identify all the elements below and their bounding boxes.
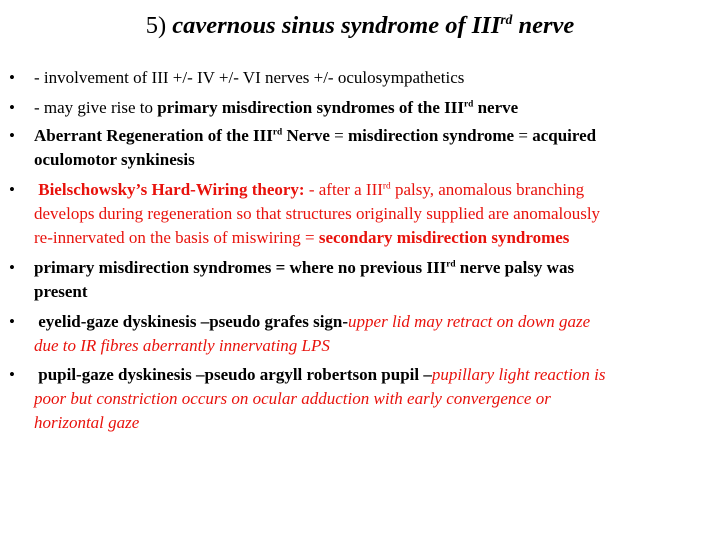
bullet-5-line-1 <box>34 256 712 280</box>
bullet-4-text1-tail: palsy, anomalous branching <box>390 180 585 199</box>
bullet-3-bold1: Aberrant Regeneration of the III <box>34 126 273 145</box>
bullet-item-7 <box>9 363 712 435</box>
bullet-item-2 <box>9 96 712 120</box>
bullet-dot: • <box>9 258 15 277</box>
bullet-6-bold: eyelid-gaze dyskinesis –pseudo grafes sign- <box>38 312 349 331</box>
bullet-3-line-2: oculomotor synkinesis <box>34 150 195 169</box>
bullet-7-bold: pupil-gaze dyskinesis –pseudo argyll robertson pupil – <box>38 365 432 384</box>
bullet-6-line-1 <box>34 310 712 334</box>
bullet-4-sup: rd <box>382 181 391 192</box>
bullet-dot: • <box>9 180 15 199</box>
bullet-3-sup: rd <box>272 127 283 138</box>
bullet-dot: • <box>9 126 15 145</box>
bullet-4-line-3 <box>34 226 712 250</box>
bullet-4-bold: Bielschowsky’s Hard-Wiring theory: <box>38 180 305 199</box>
bullet-dot: • <box>9 312 15 331</box>
bullet-6-italic: upper lid may retract on down gaze <box>348 312 591 331</box>
bullet-3-line-1 <box>34 124 712 148</box>
bullet-2-bold: primary misdirection syndromes of the III <box>157 98 464 117</box>
bullet-4-line-1 <box>34 178 712 202</box>
title-main-text: cavernous sinus syndrome of III <box>172 12 501 39</box>
bullet-7-line-1 <box>34 363 712 387</box>
title-number: 5) <box>145 12 173 39</box>
bullet-2-pre: - may give rise to <box>34 98 158 117</box>
bullet-5-sup: rd <box>446 259 456 270</box>
bullet-3-bold2: misdirection syndrome <box>348 126 519 145</box>
bullet-3-eq1: = <box>334 126 349 145</box>
bullet-4-text1: - after a III <box>304 180 383 199</box>
bullet-1-text: - involvement of III +/- IV +/- VI nerves +/- oculosympathetics <box>34 68 465 87</box>
bullet-item-6 <box>9 310 712 358</box>
bullet-7-line-3: horizontal gaze <box>34 413 140 432</box>
bullet-dot: • <box>9 365 15 384</box>
bullet-5-line-2: present <box>34 282 88 301</box>
bullet-dot: • <box>9 98 15 117</box>
bullet-3-bold3: acquired <box>532 126 597 145</box>
bullet-4-line-3-text: re-innervated on the basis of miswiring = <box>34 228 319 247</box>
bullet-item-4 <box>9 178 712 250</box>
title-main <box>172 12 574 39</box>
bullet-3-eq2: = <box>518 126 533 145</box>
bullet-6-line-2: due to IR fibres aberrantly innervating LPS <box>34 336 330 355</box>
bullet-dot: • <box>9 68 15 87</box>
bullet-5-bold-tail: nerve palsy was <box>455 258 575 277</box>
bullet-3-bold1-tail: Nerve <box>282 126 335 145</box>
bullet-7-italic: pupillary light reaction is <box>431 365 606 384</box>
bullet-2-sup: rd <box>464 99 474 110</box>
bullet-4-bold-end: secondary misdirection syndromes <box>318 228 570 247</box>
bullet-item-5 <box>9 256 712 304</box>
bullet-item-1 <box>9 66 712 90</box>
bullet-item-3 <box>9 124 712 172</box>
bullet-4-line-2: develops during regeneration so that structures originally supplied are anomalously <box>34 204 601 223</box>
bullet-2-bold-tail: nerve <box>473 98 519 117</box>
title-tail: nerve <box>512 12 575 39</box>
bullet-5-bold: primary misdirection syndromes = where no previous III <box>34 258 447 277</box>
bullet-7-line-2: poor but constriction occurs on ocular adduction with early convergence or <box>34 389 551 408</box>
title-superscript: rd <box>500 11 513 27</box>
slide-title <box>0 10 720 42</box>
